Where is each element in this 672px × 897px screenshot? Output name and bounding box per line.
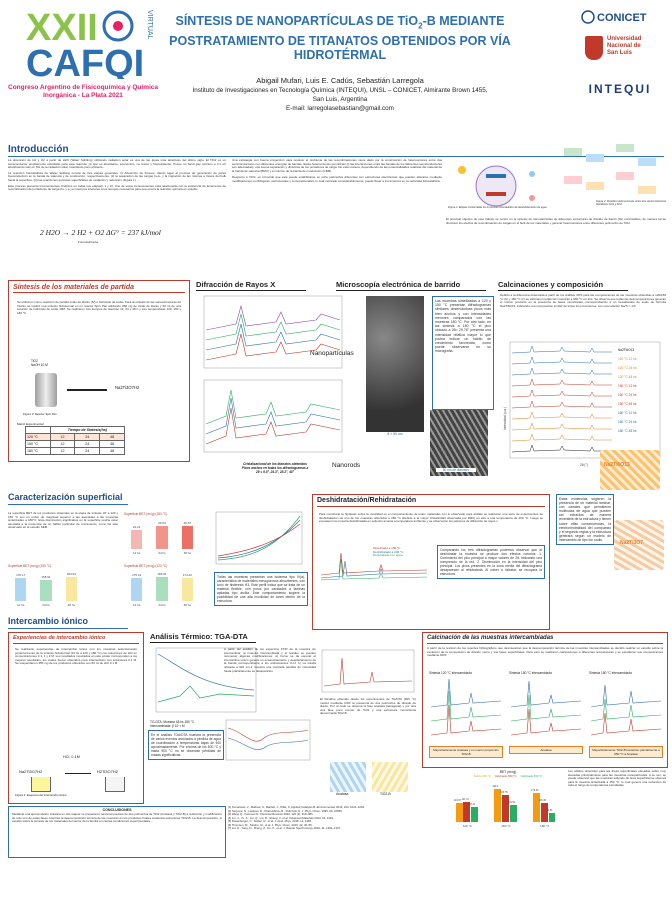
table-cell: 24 bbox=[75, 434, 100, 441]
synthesis-title: Síntesis de los materiales de partida bbox=[13, 284, 134, 291]
title-line1b: -B MEDIANTE bbox=[422, 14, 505, 28]
calcex-panel-1-svg bbox=[429, 675, 503, 741]
calcex-bet-plot bbox=[448, 782, 564, 828]
isotherm-svg bbox=[212, 510, 304, 568]
bet-chart-180 bbox=[124, 512, 204, 560]
affiliation: Instituto de Investigaciones en Tecnología Química (INTEQUI), UNSL – CONICET, Almirante Brown 1455, bbox=[192, 87, 488, 94]
unsl-shield-icon bbox=[585, 36, 603, 60]
calc-text: Debido a la diferencia observada a partir de los análisis XDS para las composiciones de las muestras obtenidas a 120/150 °C (b) y 180 °C (c) se calcinaron todas las muestras a 900 °C en aire. Se observa que todas las descomposiciones generan el mismo producto en la presencia de fases minoritarias, correspondiendo a un hexatitanato de sodio de fórmula Na2Ti6O13, indicando una composición similar de todos los precursores, con una relación Na/Ti = 1/3. bbox=[500, 293, 666, 308]
residue-label-anatasa: Anatasa bbox=[336, 792, 349, 796]
bet-value-label: 158.91 bbox=[41, 575, 51, 580]
dehydr-title: Deshidratación/Rehidratación bbox=[317, 497, 417, 504]
calcex-bet-legend-2: Calcinado 450 °C bbox=[520, 774, 543, 778]
residue-chart bbox=[320, 648, 416, 694]
ionex-title: Intercambio iónico bbox=[8, 616, 89, 626]
ionex-box-title: Experiencias de intercambio iónico bbox=[13, 635, 106, 641]
sem-label-nanorods: Nanorods bbox=[332, 462, 361, 469]
intro-col2-p2: Respecto a TiO2, es conocido que este puede estabilizarse en ocho polimorfos diferentes con estructuras electrónicas que pueden alterarse mediante modificaciones morfológicas, estructurales y composicionales, lo cual motivado considerablemente, puede llevar a incrementos en su actividad fotocatalítica. bbox=[232, 175, 442, 183]
bet-chart-150-plot bbox=[8, 571, 84, 607]
bet-value-label: 186.01 bbox=[157, 571, 167, 576]
sem-scale-1: 8 × 50 nm bbox=[366, 432, 424, 436]
calc-pattern-line bbox=[512, 401, 612, 408]
reaction-arrow-icon bbox=[67, 389, 107, 391]
calc-pattern-line bbox=[512, 368, 612, 375]
bet-value-label: 174.42 bbox=[182, 573, 192, 578]
synthesis-reagents bbox=[31, 359, 48, 367]
dehydr-legend bbox=[373, 547, 403, 558]
drx-chart-2 bbox=[196, 378, 346, 458]
bet-category-label: 12 hs bbox=[132, 603, 141, 607]
ionex-from: Na2Ti3O7H2 bbox=[19, 769, 43, 774]
calcex-bet-value-label: 115.45 bbox=[538, 799, 546, 803]
ref-item: [6] Thomsen, M., Sandro, M., et al. J. Phys. Chem. 2016, 42, 40–55. bbox=[228, 822, 313, 827]
sun-icon bbox=[458, 166, 466, 174]
intro-p3: Este proceso presenta inconvenientes cinéticos en todas sus etapas(i, ii y iii). Uno de estos inconvenientes está relacionado con la existencia de fenómenos de recombinación de portadores de carga (h+ y e-) en tiempos inferiores a los tiempos necesarios para que ocurra la reacción química en estudio. bbox=[8, 183, 226, 192]
drx-caption bbox=[220, 462, 330, 474]
bet-chart-180-title: Superficie BET (m²/g) (180 °C) bbox=[124, 512, 168, 516]
bet-bar bbox=[15, 578, 26, 601]
bet-bar bbox=[182, 526, 193, 549]
figure-2 bbox=[556, 140, 666, 200]
bet-bar bbox=[156, 577, 167, 601]
poster-title bbox=[160, 14, 520, 62]
title-sub: 2 bbox=[418, 21, 423, 31]
intro-eq-label: Fotocatalizador bbox=[78, 240, 99, 244]
calcex-bet-legend-1: Calcinado 650 °C bbox=[494, 774, 517, 778]
title-line1: SÍNTESIS DE NANOPARTÍCULAS DE TiO bbox=[175, 14, 419, 28]
bet-category-label: 12 hs bbox=[132, 551, 141, 555]
table-cell: 24 bbox=[75, 441, 100, 448]
conicet-logo-graphic bbox=[580, 6, 660, 28]
calcex-bet-value-label: 93.41 bbox=[469, 802, 476, 806]
calc-pattern-line bbox=[512, 412, 612, 419]
calc-legend-5: 150 °C 24 hs bbox=[618, 393, 637, 397]
bet-category-label: 12 hs bbox=[16, 603, 25, 607]
dehydr-text: Para corroborar la hipótesis sobre la movilidad en el comportamiento de estos materiales con lo observado para arcillas se realizaron una serie de experimentos de deshidratación de uno de los muestras obtenidos a 180 °C (Debido a la mayor cristalinidad observada por DRX) en aire a una temperatura de 200 °C. Luego se expusieron la muestra deshidratada en solución acuosa a temperatura ambiente y se observaron los patrones de difracción de rayos x. bbox=[319, 512, 543, 524]
calc-title: Calcinaciones y composición bbox=[498, 280, 604, 289]
ionex-box bbox=[8, 632, 144, 804]
calc-legend-7: 180 °C 12 hs bbox=[618, 411, 637, 415]
calcex-panel-2-note: Anatasa bbox=[509, 746, 583, 754]
calcex-bet-category-label: 120 °C bbox=[462, 824, 472, 828]
calc-crystal bbox=[600, 450, 660, 490]
calcex-bet-bar bbox=[471, 807, 478, 822]
calc-legend-4: 150 °C 12 hs bbox=[618, 384, 637, 388]
bet-value-label: 184.09 bbox=[66, 572, 76, 577]
bet-category-label: 48 hs bbox=[183, 603, 191, 607]
conf-name-cafqi: CAFQI bbox=[26, 43, 145, 79]
figure-1-caption: Figura 1: Etapas involucradas en el proceso fotocatalítico de desdoblamiento de agua. bbox=[448, 206, 548, 209]
bet-value-label: 26.63 bbox=[158, 520, 166, 525]
calc-legend-8: 180 °C 24 hs bbox=[618, 420, 637, 424]
ref-item: [5] Rosenberger, C., Stöber, R., et al. J. Appl. Phys. 2018, 14, 1365. bbox=[228, 819, 312, 823]
table-cell: 12 bbox=[50, 448, 75, 455]
city: San Luis, Argentina bbox=[312, 96, 368, 103]
unsl-line1: Universidad bbox=[607, 36, 642, 42]
dehydr-legend-0: Sintetizado a 180 °C bbox=[373, 546, 401, 550]
drx-chart-1 bbox=[196, 294, 346, 374]
references bbox=[228, 806, 444, 831]
intro-equation: 2 H2O → 2 H2 + O2 ΔG° = 237 kJ/mol bbox=[40, 228, 161, 237]
conclusions-title: CONCLUSIONES bbox=[102, 808, 132, 812]
table-caption: Matriz Experimental bbox=[17, 422, 44, 426]
intro-title: Introducción bbox=[8, 144, 69, 155]
bet-category-label: 24 hs bbox=[158, 603, 166, 607]
bet-bar bbox=[156, 526, 167, 549]
calcex-bet-bar bbox=[549, 813, 556, 822]
synthesis-matrix-table bbox=[25, 426, 125, 455]
conicet-logo-text: CONICET bbox=[597, 12, 647, 24]
reagent-tio2: TiO2 bbox=[31, 359, 38, 363]
drx-caption-2: Picos anchos en todas los difractogramas a bbox=[241, 466, 309, 470]
unsl-line2: Nacional de bbox=[607, 43, 641, 49]
calc-legend-9: 180 °C 48 hs bbox=[618, 429, 637, 433]
drx-chart-2-svg bbox=[196, 378, 346, 458]
calc-legend-2: 120 °C 24 hs bbox=[618, 366, 637, 370]
intro-p1: La obtención de H2 y O2 a partir de H2O (Water Splitting) utilizando radiación solar es una de las áreas más atractivas del último siglo. El TiO2 es un semiconductor ampliamente estudiado para esta reacción ya que es abundante, económico, no tóxico y fotoresistente. Posee un band gap cercano a 3.1 eV absorbiendo solo un 5% de la radiación solar, resultando poco eficiente. bbox=[8, 158, 226, 170]
calcex-bet-bar bbox=[502, 795, 509, 822]
bet-value-label: 22.21 bbox=[132, 524, 141, 529]
calc-rule bbox=[498, 290, 628, 291]
bet-category-label: 24 hs bbox=[42, 603, 50, 607]
table-cell: 48 bbox=[100, 448, 125, 455]
calc-pattern-line bbox=[512, 434, 612, 441]
product-label: Na2Ti3O7H2 bbox=[115, 385, 140, 390]
bet-category-label: 24 hs bbox=[158, 551, 166, 555]
sem-image-2 bbox=[430, 410, 488, 476]
conclusions-box bbox=[8, 806, 226, 858]
calc-pattern-line bbox=[512, 346, 612, 353]
calcex-bet-value-label: 179.49 bbox=[531, 788, 539, 792]
calcex-text: A partir de la revisión de los reportes bibliográficos que desmuestran que la descomposición térmica de las muestras intercambiadas se decidió realizar un estudio sobre la evolución de la composición de dióxido meno y sus fases superficiales. Para esto se realizaron calcinaciones a diferentes temperaturas y se estudiaron sus composiciones mediante DRX. bbox=[427, 646, 663, 658]
calc-pattern-line bbox=[512, 379, 612, 386]
drx-rule bbox=[196, 290, 306, 291]
drx-caption-1: Cristalizacional de los titanatos obtenidos bbox=[243, 462, 307, 466]
calcex-bet-value-label: 101.94 bbox=[507, 801, 516, 805]
calcex-panel-1 bbox=[429, 671, 503, 765]
table-cell: 24 bbox=[75, 448, 100, 455]
ref-item: [4] Liu, J., Yu, X., Liu, Q., Liu, R., Shang, X. et al. Advanced Materials 2014, 26, 4191. bbox=[228, 815, 334, 820]
surface-title: Caracterización superficial bbox=[8, 492, 123, 502]
ref-item: [2] Serpone, N., Lawless, D., Khairutdinov, R., Pelizzetti, E. J. Phys. Chem. 1995, 99, 16655. bbox=[228, 808, 343, 813]
tga-note: En el análisis TGA/DTA muestra la presencia de varios eventos asociados a pérdida de agua de coordinación a temperaturas bajas de 400 aproximadamente. Por encima de los 500 °C y hasta 900 °C no se observan pérdidas de masas significativas. bbox=[148, 730, 224, 760]
ionex-rule bbox=[8, 628, 128, 629]
table-row bbox=[26, 448, 125, 455]
bet-bar bbox=[40, 580, 51, 601]
table-header-row bbox=[26, 427, 125, 434]
calcex-panel-2-title: Sintesis 150 °C intercambiada bbox=[509, 671, 552, 675]
drx-caption-3: 2θ = 9.5°, 24.3°, 28.2°, 48° bbox=[256, 470, 294, 474]
intro-col1 bbox=[8, 159, 226, 192]
surface-text: La superficie BET de los productos obtenidos en la etapa de síntesis HT a 120 y 150 °C son un orden de magnitud superior a las asociadas a las muestras sintetizadas a 180°C. Esta disminución significativa en la superficie podría estar asociada a la presencia de un hábito particular de crecimiento, como ha sido observado en el estudio SEM. bbox=[8, 511, 118, 530]
figure-1-diagram bbox=[448, 160, 548, 212]
calcex-panel-2 bbox=[509, 671, 583, 765]
calcex-box bbox=[422, 632, 668, 768]
ionex-beaker2-icon bbox=[105, 777, 125, 792]
intequi-logo: INTEQUI bbox=[588, 82, 652, 96]
sem-label-nanoparticles: Nanopartículas bbox=[310, 350, 354, 357]
table-header-time: Tiempo de Síntesis(hs) bbox=[50, 427, 124, 434]
figure-3-caption: Figura 3: Reactor Spin Pan bbox=[23, 412, 57, 416]
tga-rule bbox=[150, 642, 256, 643]
intro-objective: El principal objetivo de este trabajo se centró en la síntesis de nanopartículas de diferentes estructuras de dióxido de titanio (fot) controlables, de manera tal de disminuir los efectos de recombinación de cargas en el bulk de los materiales y generar heterouniones entre diferentes polimorfos de TiO2. bbox=[446, 217, 666, 225]
tga-legend-2: Intercambiada: β 10⁻² M bbox=[150, 724, 185, 728]
ref-item: [1] Kumaravel, V., Mathew, S., Bartlett, J., Pillai, S. Applied Catalysis B: Environmental, 2019, 244, 1021–1064. bbox=[228, 805, 365, 809]
conicet-logo bbox=[580, 6, 660, 28]
isotherm-chart bbox=[212, 510, 304, 568]
ionex-text: Se realizaron experiencias de intercambio iónico con los muestras seleccionando posteriormente de la síntesis hidrotermal (24 hs a 120 y 180 °C) con soluciones de HCl en concentraciones 0.1, 1 y 3 M. Los resultados mostrados en este póster corresponden a los mejores resultados, los cuales fueron obtenidos para intercambios con soluciones 0.1 M. Se suspendieron 350 mg de los productos obtenidos con 60 ml de HCl 0.1 M. bbox=[15, 647, 137, 666]
intro-col2-p1: Una estrategia con buena proyección para resolver el problema de las recombinaciones viene dado por la construcción de heterouniones entre dos semiconductores con diferentes energías de bandas. Estas heterouniones permitirían (i) las interacciones entre las bandas de los diferentes semiconductores son adecuadas), una buena separación y dinámica de los portadores de carga. De esta manera, dependiendo de las potencialidades relativas del material de la banda de valencia (BMV) y el mínimo de la banda de conducción (CBM). bbox=[232, 158, 442, 173]
reagent-naoh: NaOH 10 M bbox=[31, 363, 48, 367]
bet-chart-120-plot bbox=[124, 571, 200, 607]
calcex-panel-2-svg bbox=[509, 675, 583, 741]
conference-logo bbox=[8, 4, 158, 114]
residue-structure-anatasa bbox=[330, 762, 366, 792]
conference-logo-graphic bbox=[8, 4, 158, 79]
calc-legend-1: 120 °C 12 hs bbox=[618, 357, 637, 361]
calcex-bet-bar bbox=[494, 789, 501, 822]
dehydr-legend-1: Deshidratado a 200 °C bbox=[373, 549, 404, 554]
tga-analysis: A partir del análisis de los espectros FTIR de la muestra sin intercambiar, la muestra intercambiada y el residuo se pueden reconocer algunas modificaciones: a) Como se da esperar el intercambio iónico genera un ensanchamiento y desplazamiento de la banda correspondiente a los estiramientos O-H. b) La banda ubicada a 910 cm-1 muestra una marcada pérdida de intensidad hasta prácticamente su desaparición. bbox=[224, 647, 316, 673]
surface-rule bbox=[8, 504, 128, 505]
calc-pattern-line bbox=[512, 423, 612, 430]
calcex-bet-bar bbox=[510, 805, 517, 822]
reactor-icon bbox=[35, 373, 57, 407]
conf-virtual: VIRTUAL bbox=[146, 10, 153, 40]
bet-category-label: 48 hs bbox=[183, 551, 191, 555]
calc-legend bbox=[618, 346, 636, 436]
calc-xaxis: 2θ (°) bbox=[580, 463, 588, 467]
calcex-title: Calcinación de las muestras intercambiadas bbox=[427, 635, 554, 641]
calc-legend-3: 120 °C 48 hs bbox=[618, 375, 637, 379]
ftir-chart-svg bbox=[224, 718, 312, 762]
bet-bar bbox=[131, 578, 142, 601]
dehydr-side-note: Estas evidencias sugieren la presencia de un material laminar, con canales que permitieron moléculas de agua que pueden ser extraídos de manera reversible de la estructura y tienen sobre ellas consecuencias, la electroneutralidad del compuesto y el segundo reglas y la estructura generará según un modelo de intercambio de tipo ión sodio. bbox=[556, 494, 614, 545]
calcex-panel-3-title: Sintesis 180 °C intercambiada bbox=[589, 671, 632, 675]
bet-bar bbox=[182, 578, 193, 601]
ref-item: [7] Liu, H., Yang, D., Zheng, Z., Ke, X., et al. J. Raman Spectroscopy 2010, 41, 1331–1337. bbox=[228, 826, 341, 830]
calcex-bet-title: BET (m²/g) bbox=[499, 770, 517, 774]
calcex-bet-value-label: 163.75 bbox=[500, 791, 508, 795]
calcex-bet-chart bbox=[448, 770, 568, 842]
calcex-bet-legend bbox=[448, 774, 568, 778]
drx-chart-1-svg bbox=[196, 294, 346, 374]
bet-chart-150 bbox=[8, 564, 88, 612]
unsl-line3: San Luis bbox=[607, 50, 633, 56]
bet-category-label: 48 hs bbox=[67, 603, 75, 607]
calcex-panel-1-note: Mayoritariamente Anatasa y en menor proporción TiO2-B bbox=[429, 746, 503, 758]
email: E-mail: larregolasebastian@gmail.com bbox=[286, 105, 394, 112]
conf-name-xxii: XXII bbox=[26, 7, 98, 49]
dehydr-box bbox=[312, 494, 550, 630]
calcex-bet-legend-0: Sólido 400 °C bbox=[473, 774, 491, 778]
bet-value-label: 26.57 bbox=[183, 520, 192, 525]
bet-value-label: 176.17 bbox=[16, 573, 26, 578]
figure-4-caption: Figura 4: Esquema del intercambio iónico. bbox=[15, 793, 68, 797]
calcex-bet-note: Los sólidos obtenidos para las áreas superficiales elevadas sobre muy elevadas principalmente para las muestras nanopartículas. A su vez, se puede observar que las muestras saliendo de área superficial se observa para la muestra sintetizada a 150 °C, lo cual genera una reducción de toda el rango de temperaturas estudiadas. bbox=[568, 769, 666, 788]
calcex-bet-value-label: 119.07 bbox=[453, 798, 461, 802]
tga-title: Análisis Térmico: TGA-DTA bbox=[150, 632, 248, 641]
figure-2-diagram bbox=[556, 140, 666, 198]
bet-chart-180-plot bbox=[124, 519, 200, 555]
table-row bbox=[26, 441, 125, 448]
calcex-bet-category-label: 180 °C bbox=[540, 824, 550, 828]
calcex-bet-bar bbox=[541, 803, 548, 822]
bet-chart-120-title: Superficie BET (m²/g) (120 °C) bbox=[124, 564, 168, 568]
calc-yaxis: Intensidad (u.a.) bbox=[503, 406, 507, 430]
table-cell: 180 °C bbox=[26, 448, 51, 455]
sem-rule bbox=[336, 290, 486, 291]
calcex-panel-3-note: Mayoritariamente TiO2-B transición parcialmente a 650 °C a Anatasa bbox=[589, 746, 663, 758]
unsl-logo bbox=[585, 34, 665, 70]
residue-label-tio2b: TiO2-B bbox=[380, 792, 391, 796]
figure-2-caption: Figura 2: Posibles Heterouniones entre dos semiconductores hipotéticos SC1 y SC2. bbox=[596, 200, 667, 207]
calc-pattern-line bbox=[512, 445, 612, 452]
calcex-panel-3 bbox=[589, 671, 663, 765]
ionex-reagent: HCl, 0.1M bbox=[63, 755, 80, 759]
table-cell: 12 bbox=[50, 441, 75, 448]
bet-value-label: 175.01 bbox=[132, 573, 142, 578]
calcex-bet-value-label: 199.4 bbox=[492, 785, 499, 789]
calcex-bet-bar bbox=[533, 793, 540, 822]
calc-formula-label: Na2Ti6O13 bbox=[604, 462, 630, 468]
title-line3: HIDROTÉRMAL bbox=[293, 47, 387, 62]
bet-chart-120 bbox=[124, 564, 204, 612]
intro-p2: La reacción fotocatalítica de Water Splitting consta de tres etapas generales: (i) Absorción de fotones, dando lugar al proceso de generación de pares hueco/electrón en la banda de valencia y de conducción, respectivamente. (ii) la separación de las cargas h+/e- y la migración de las mismas a través del bulk hacia la superficie, (iii) las reacciones químicas superficiales de oxidación y reducción (Figura 1). bbox=[8, 170, 226, 182]
tga-legend bbox=[150, 720, 194, 728]
ref-item: [3] Wang Q., Kazunari D. Chemical Reviews 2020, 120 (2), 919–985. bbox=[228, 812, 314, 816]
bet-bar bbox=[131, 530, 142, 549]
synthesis-box bbox=[8, 280, 190, 462]
table-cell: 150 °C bbox=[26, 441, 51, 448]
bet-bar bbox=[66, 577, 77, 601]
sem-image-1 bbox=[366, 296, 424, 436]
calc-pattern-line bbox=[512, 390, 612, 397]
residue-chart-svg bbox=[320, 648, 416, 694]
bet-chart-150-title: Superficie BET (m²/g) (150 °C) bbox=[8, 564, 52, 568]
table-cell: 12 bbox=[50, 434, 75, 441]
table-cell: 48 bbox=[100, 434, 125, 441]
calc-pattern-line bbox=[512, 357, 612, 364]
drx-title: Difracción de Rayos X bbox=[196, 280, 276, 289]
intro-col2 bbox=[232, 159, 442, 184]
residue-structure-tio2b bbox=[372, 762, 408, 792]
calcex-bet-category-label: 150 °C bbox=[501, 824, 511, 828]
sem-title: Microscopía electrónica de barrido bbox=[336, 280, 461, 289]
calc-legend-0: Na2Ti6O13 bbox=[618, 348, 635, 352]
dehydr-legend-2: Rehidratado con agua bbox=[373, 553, 403, 558]
atom-core-icon bbox=[113, 21, 123, 31]
ionex-to: H2Ti3O7H2 bbox=[97, 769, 118, 774]
tga-residue: El Residuo obtenido desde los experimentos de TG/DTA (900 °C) mostró mediante DRX la presencia de dos polimorfos de dióxido de titanio. Por un lado se observa la fase anatasa (tetragonal) y por otra una fase poco común de TiO2 y una estructura monoclínica denominada TiO2-B. bbox=[320, 697, 416, 716]
calc-legend-6: 150 °C 48 hs bbox=[618, 402, 637, 406]
calcex-panel-3-svg bbox=[589, 675, 663, 741]
table-cell: 120 °C bbox=[26, 434, 51, 441]
calcex-bet-bar bbox=[456, 803, 463, 822]
title-line2: POSTRATAMIENTO DE TITANATOS OBTENIDOS POR VÍA bbox=[169, 33, 511, 48]
dehydr-note: Comparando los tres difractogramas podemos observar que al deshidratar la muestra se produce dos efectos notorios: 1. Corrimiento del pico principal a mayor valores de 2θ, indicando una compresión de la red. 2. Disminución en la intensidad del pico principal. Los picos presentes en la zona media del difractograma desaparecen al rehidratarla. Al volver a hidratar, se recupera la estructura. bbox=[437, 545, 545, 579]
synthesis-text: Se utilizaron como reactivos de partida óxido de titanio (IV) e hidróxido de sodio. Para la síntesis de las nanoestructuras de Titanio se realizó una síntesis hidrotermal en un reactor Spin Pan utilizando 350 mg de óxido de titanio y 60 ml de una solución de hidróxido de sodio 10M. Se realizaron tres tiempos de reacción 12, 24 y 48 h y tres temperaturas 120, 150 y 180 °C. bbox=[17, 300, 181, 315]
ionex-arrow-icon bbox=[65, 773, 91, 774]
dehydr-formula: Na2Ti3O7 bbox=[620, 540, 643, 546]
conclusions-text: Mediante una aproximación sintética en dos etapas se prepararon nanocompuestos de dos polimorfos de TiO2 (Anatasa y TiO2-B) a reducción y modificación de solo uno de estas fases mientras la descomposición térmica de las muestras en los productos finales evidencia estructuras TiO2-B. La descomposición, el estudio sobre la síntesis de los materiales del sector de la familia en ciertas condiciones experimentales... bbox=[12, 812, 222, 824]
dehydr-chart bbox=[319, 545, 429, 581]
authors: Abigail Mufari, Luis E. Cadús, Sebastián Larregola bbox=[256, 76, 424, 85]
tga-legend-1: TG-DTA: Muestra 48 hs 180 °C bbox=[150, 720, 195, 724]
sem-scale-2: 50 nm de diámetro bbox=[436, 468, 476, 472]
table-cell: 48 bbox=[100, 441, 125, 448]
table-row bbox=[26, 434, 125, 441]
conf-subtitle: Congreso Argentino de Fisicoquímica y Química Inorgánica - La Plata 2021 bbox=[8, 84, 159, 99]
ionex-beaker-icon bbox=[31, 777, 51, 792]
calcex-panel-1-title: Sintesis 120 °C intercambiada bbox=[429, 671, 472, 675]
calcex-bet-value-label: 121.72 bbox=[461, 798, 469, 802]
isotherm-note: Todas las muestras presentan una isoterma tipo IV(a), característica de materiales mesoporosos absorbentes, con ciclo de histéresis H3. Este perfil indica que se trata de un material flexible, con poros por cavidades a láminas apiladas tipo arcilla. Este comportamiento sugiere la posibilidad de una alta movilidad de iones dentro de la estructura. bbox=[214, 572, 308, 606]
sem-note: Las muestras sintetizadas a 120 y 150 °C presentan difractogramas similares observándose picos más bien anchos y con intensidades menores comparados con las muestras 180 °C. Por otro lado, en las síntesis a 180 °C el pico ubicado a 2θ= 29.76° presenta una intensidad relativa mayor lo que podría indicar un hábito de crecimiento favorecido, como puede observarse en su micrografía. bbox=[432, 296, 494, 410]
calcex-bet-value-label: 54.51 bbox=[546, 809, 553, 813]
ftir-chart bbox=[224, 718, 312, 762]
header bbox=[0, 0, 672, 140]
